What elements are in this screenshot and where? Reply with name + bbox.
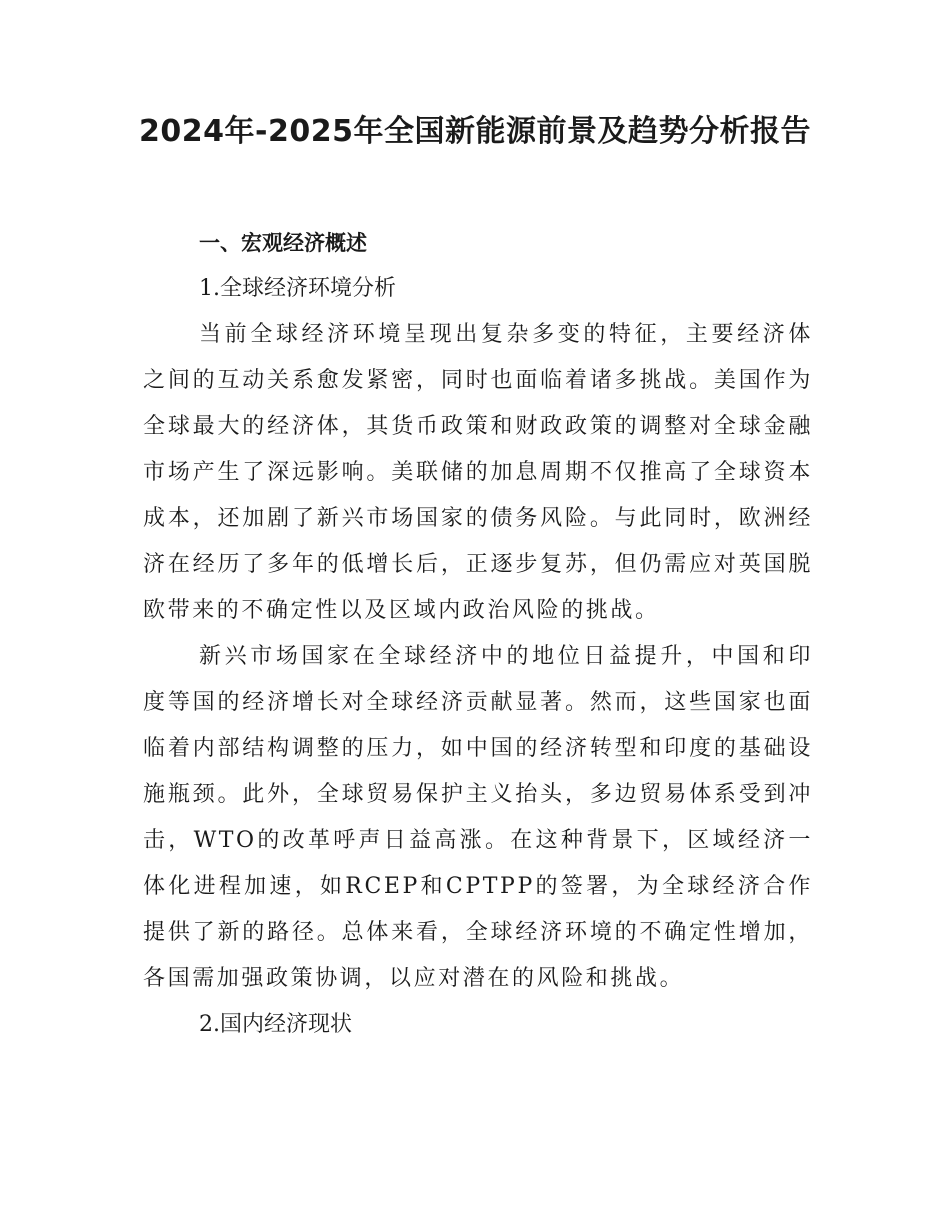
document-body (143, 220, 813, 1048)
subsection-heading-domestic-economy: 2.国内经济现状 (199, 1012, 352, 1037)
paragraph: 当前全球经济环境呈现出复杂多变的特征，主要经济体之间的互动关系愈发紧密，同时也面临着诸多挑战。美国作为全球最大的经济体，其货币政策和财政政策的调整对全球金融市场产生了深远影响。美联储的加息周期不仅推高了全球资本成本，还加剧了新兴市场国家的债务风险。与此同时，欧洲经济在经历了多年的低增长后，正逐步复苏，但仍需应对英国脱欧带来的不确定性以及区域内政治风险的挑战。 (143, 322, 813, 623)
paragraph: 新兴市场国家在全球经济中的地位日益提升，中国和印度等国的经济增长对全球经济贡献显著。然而，这些国家也面临着内部结构调整的压力，如中国的经济转型和印度的基础设施瓶颈。此外，全球贸易保护主义抬头，多边贸易体系受到冲击，WTO的改革呼声日益高涨。在这种背景下，区域经济一体化进程加速，如RCEP和CPTPP的签署，为全球经济合作提供了新的路径。总体来看，全球经济环境的不确定性增加，各国需加强政策协调，以应对潜在的风险和挑战。 (143, 644, 813, 991)
section-heading-macro-economy: 一、宏观经济概述 (199, 231, 367, 255)
document-title: 2024年-2025年全国新能源前景及趋势分析报告 (139, 114, 811, 149)
subsection-heading-global-economy: 1.全球经济环境分析 (199, 276, 396, 301)
